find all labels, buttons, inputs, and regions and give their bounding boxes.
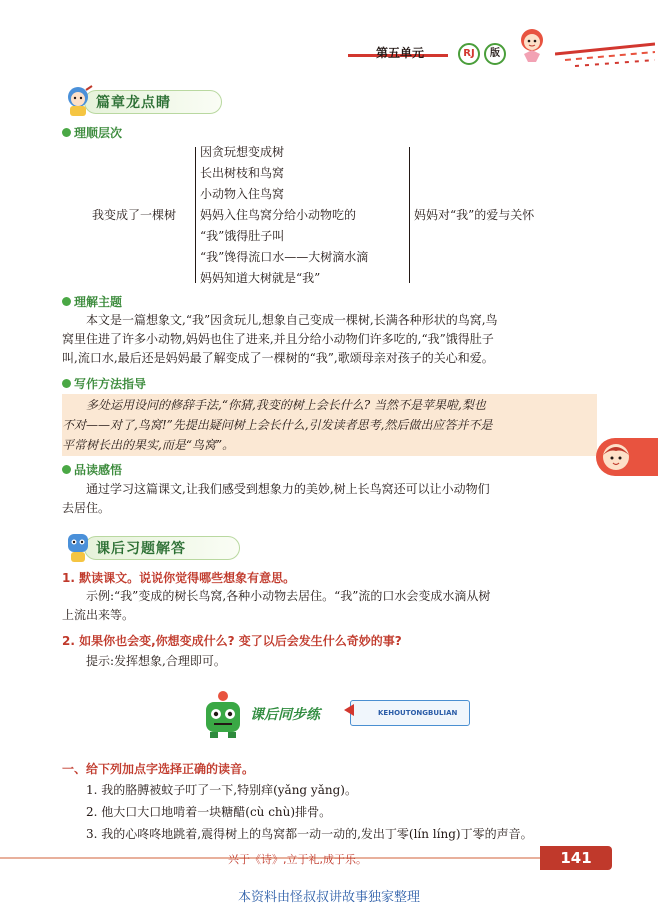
bullet-dot-icon (62, 297, 71, 306)
structure-item: 妈妈入住鸟窝分给小动物吃的 (200, 208, 357, 222)
structure-item: 长出树枝和鸟窝 (200, 166, 285, 180)
question-2: 2. 如果你也会变,你想变成什么? 变了以后会发生什么奇妙的事? (62, 634, 402, 648)
structure-item: “我”馋得流口水——大树滴水滴 (200, 250, 369, 264)
answer-1-line: 上流出来等。 (62, 608, 135, 622)
exercise-item: 3. 我的心咚咚地跳着,震得树上的鸟窝都一动一动的,发出丁零(lín líng)丁零的声音。 (86, 827, 533, 841)
top-margin (0, 0, 658, 40)
answer-2: 提示:发挥想象,合理即可。 (86, 654, 226, 668)
method-line: 多处运用设问的修辞手法,“你猜,我变的树上会长什么? 当然不是苹果啦,梨也 (86, 398, 486, 412)
structure-item: 因贪玩想变成树 (200, 145, 285, 159)
feeling-line: 通过学习这篇课文,让我们感受到想象力的美妙,树上长鸟窝还可以让小动物们 (86, 482, 490, 496)
bullet-dot-icon (62, 379, 71, 388)
structure-item: 小动物入住鸟窝 (200, 187, 285, 201)
decorative-stripes-icon (555, 40, 655, 70)
structure-brace-right (402, 147, 410, 283)
green-robot-icon (200, 690, 246, 740)
answer-1-line: 示例:“我”变成的树长鸟窝,各种小动物去居住。“我”流的口水会变成水滴从树 (86, 589, 491, 603)
heading-layers: 理顺层次 (62, 124, 122, 141)
structure-item: “我”饿得肚子叫 (200, 229, 285, 243)
mascot-face-icon (600, 441, 632, 473)
method-line: 平常树长出的果实,而是“鸟窝”。 (62, 438, 235, 452)
arrow-pointer-icon (344, 704, 354, 716)
heading-theme: 理解主题 (62, 293, 122, 310)
practice-banner (200, 690, 470, 740)
edition-badge-ban: 版 (484, 43, 506, 65)
bullet-dot-icon (62, 465, 71, 474)
theme-line: 窝里住进了许多小动物,妈妈也住了进来,并且分给小动物们许多吃的,“我”饿得肚子 (62, 332, 494, 346)
question-1: 1. 默读课文。说说你觉得哪些想象有意思。 (62, 571, 296, 585)
footer-bar (0, 846, 658, 870)
section-banner-answers (62, 534, 242, 564)
robot-mascot-icon (62, 530, 94, 564)
edition-badge-rj: RJ (458, 43, 480, 65)
banner-title: 篇章龙点睛 (96, 95, 171, 111)
footer-motto: 兴于《诗》,立于礼,成于乐。 (228, 853, 367, 866)
banner-title: 课后习题解答 (96, 541, 186, 557)
feeling-line: 去居住。 (62, 501, 111, 515)
theme-line: 本文是一篇想象文,“我”因贪玩儿,想象自己变成一棵树,长满各种形状的鸟窝,鸟 (86, 313, 498, 327)
heading-feeling: 品读感悟 (62, 461, 122, 478)
heading-method: 写作方法指导 (62, 375, 146, 392)
unit-label: 第五单元 (376, 46, 425, 60)
structure-root: 我变成了一棵树 (92, 208, 177, 222)
exercise-heading: 一、给下列加点字选择正确的读音。 (62, 762, 255, 776)
girl-mascot-icon (512, 24, 552, 64)
practice-title: 课后同步练 (250, 707, 320, 723)
method-line: 不对——对了,鸟窝!”先提出疑问树上会长什么,引发读者思考,然后做出应答并不是 (62, 418, 493, 432)
section-banner-highlights (62, 88, 222, 118)
page-number: 141 (540, 846, 612, 870)
bullet-dot-icon (62, 128, 71, 137)
structure-summary: 妈妈对“我”的爱与关怀 (414, 208, 535, 222)
exercise-item: 1. 我的胳膊被蚊子叮了一下,特别痒(yǎng yǎng)。 (86, 783, 357, 797)
credit-note: 本资料由怪叔叔讲故事独家整理 (237, 890, 420, 905)
structure-item: 妈妈知道大树就是“我” (200, 271, 321, 285)
writer-mascot-icon (62, 84, 94, 118)
exercise-item: 2. 他大口大口地啃着一块糖醋(cù chù)排骨。 (86, 805, 332, 819)
practice-pinyin: KEHOUTONGBULIAN (378, 709, 458, 717)
theme-line: 叫,流口水,最后还是妈妈最了解变成了一棵树的“我”,歌颂母亲对孩子的关心和爱。 (62, 351, 494, 365)
